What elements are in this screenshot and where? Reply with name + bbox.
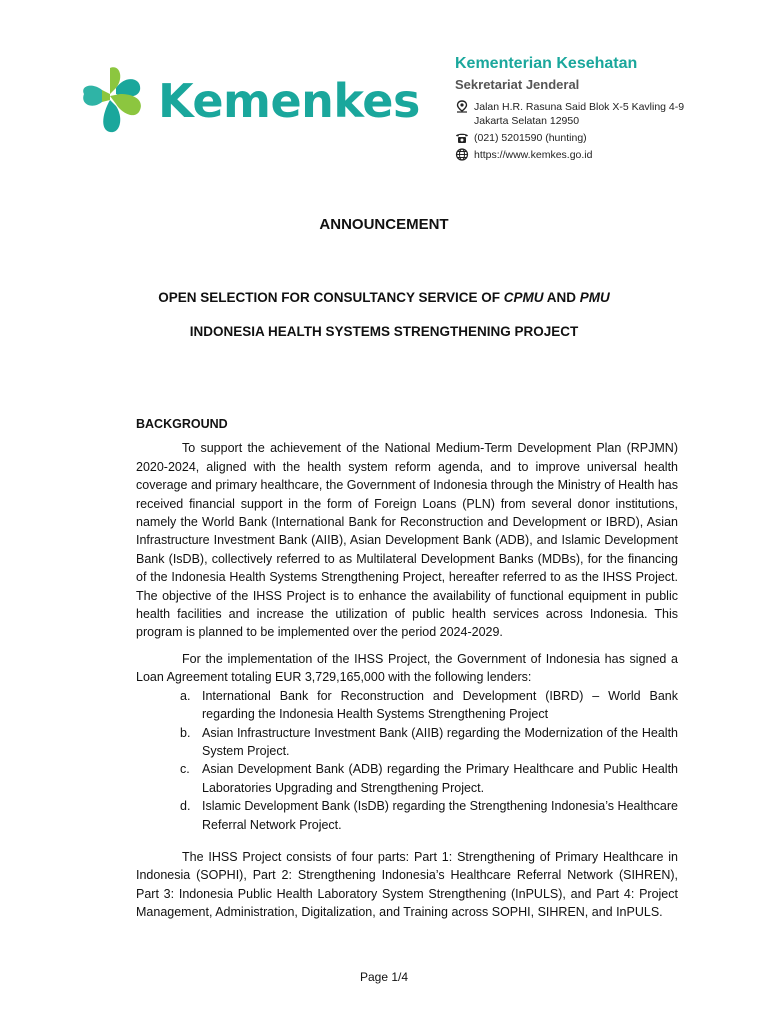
kemenkes-logo: [80, 64, 420, 144]
ministry-name: Kementerian Kesehatan: [455, 55, 638, 72]
ministry-department: Sekretariat Jenderal: [455, 77, 580, 92]
list-item: [136, 797, 678, 834]
list-item: [136, 760, 678, 797]
background-paragraph-1: To support the achievement of the National Medium-Term Development Plan (RPJMN) 2020-2024, aligned with the health system reform agenda, and to improve universal health coverage and primary healthcare, the Government of Indonesia through the Ministry of Health has received financial support in the form of Foreign Loans (PLN) from several donor institutions, namely the World Bank (International Bank for Reconstruction and Development or IBRD), Asian Infrastructure Investment Bank (AIIB), Asian Development Bank (ADB), and Islamic Development Bank (IsDB), collectively referred to as Multilateral Development Banks (MDBs), for the financing of the Indonesia Health Systems Strengthening Project, hereafter referred to as the IHSS Project. The objective of the IHSS Project is to enhance the availability of functional equipment in public health facilities and increase the utilization of public health services across Indonesia. This program is planned to be implemented over the period 2024-2029.: [136, 441, 678, 640]
location-pin-icon: [455, 100, 469, 113]
phone-row: [455, 131, 755, 145]
website-link[interactable]: https://www.kemkes.go.id: [474, 149, 593, 161]
subtitle-pmu: PMU: [579, 290, 610, 305]
list-marker: a.: [180, 688, 191, 703]
phone-text: (021) 5201590 (hunting): [474, 132, 587, 144]
project-subtitle: INDONESIA HEALTH SYSTEMS STRENGTHENING PROJECT: [189, 324, 579, 339]
ministry-info: [455, 54, 755, 165]
background-heading: BACKGROUND: [136, 417, 228, 431]
list-item-text: Asian Infrastructure Investment Bank (AIIB) regarding the Modernization of the Health System Project.: [202, 725, 678, 758]
list-marker: b.: [180, 725, 191, 740]
lenders-list: [136, 687, 678, 834]
selection-subtitle: [0, 290, 768, 305]
page-number: Page 1/4: [359, 970, 409, 984]
subtitle-cpmu: CPMU: [503, 290, 544, 305]
background-paragraph-3: The IHSS Project consists of four parts: Part 1: Strengthening of Primary Healthcare in Indonesia (SOPHI), Part 2: Strengthening Indonesia’s Healthcare Referral Network (SIHREN), Part 3: Indonesia Public Health Laboratory System Strengthening (InPULS), and Part 4: Project Management, Administration, Digitalization, and Training across SOPHI, SIHREN, and InPULS.: [136, 849, 678, 920]
website-row: [455, 148, 755, 162]
logo-wordmark: Kemenkes: [158, 74, 420, 128]
list-marker: c.: [180, 762, 190, 777]
address-text: Jalan H.R. Rasuna Said Blok X-5 Kavling 4-9 Jakarta Selatan 12950: [474, 101, 685, 127]
list-item: [136, 724, 678, 761]
telephone-icon: [455, 131, 469, 144]
subtitle-and: AND: [543, 290, 580, 305]
kemenkes-logo-icon: [80, 64, 158, 136]
list-marker: d.: [180, 799, 191, 814]
subtitle-prefix: OPEN SELECTION FOR CONSULTANCY SERVICE OF: [158, 290, 504, 305]
list-item-text: International Bank for Reconstruction and Development (IBRD) – World Bank regarding the Indonesia Health Systems Strengthening Project: [202, 688, 678, 722]
globe-icon: [455, 148, 469, 161]
list-item-text: Asian Development Bank (ADB) regarding the Primary Healthcare and Public Health Laboratories Upgrading and Strengthening Project.: [202, 762, 678, 795]
address-row: [455, 100, 755, 128]
document-body: [136, 415, 678, 930]
list-item: [136, 687, 678, 724]
list-item-text: Islamic Development Bank (IsDB) regarding the Strengthening Indonesia’s Healthcare Referral Network Project.: [202, 799, 678, 832]
announcement-title: ANNOUNCEMENT: [319, 216, 449, 233]
background-paragraph-2: For the implementation of the IHSS Project, the Government of Indonesia has signed a Loan Agreement totaling EUR 3,729,165,000 with the following lenders:: [136, 651, 678, 685]
